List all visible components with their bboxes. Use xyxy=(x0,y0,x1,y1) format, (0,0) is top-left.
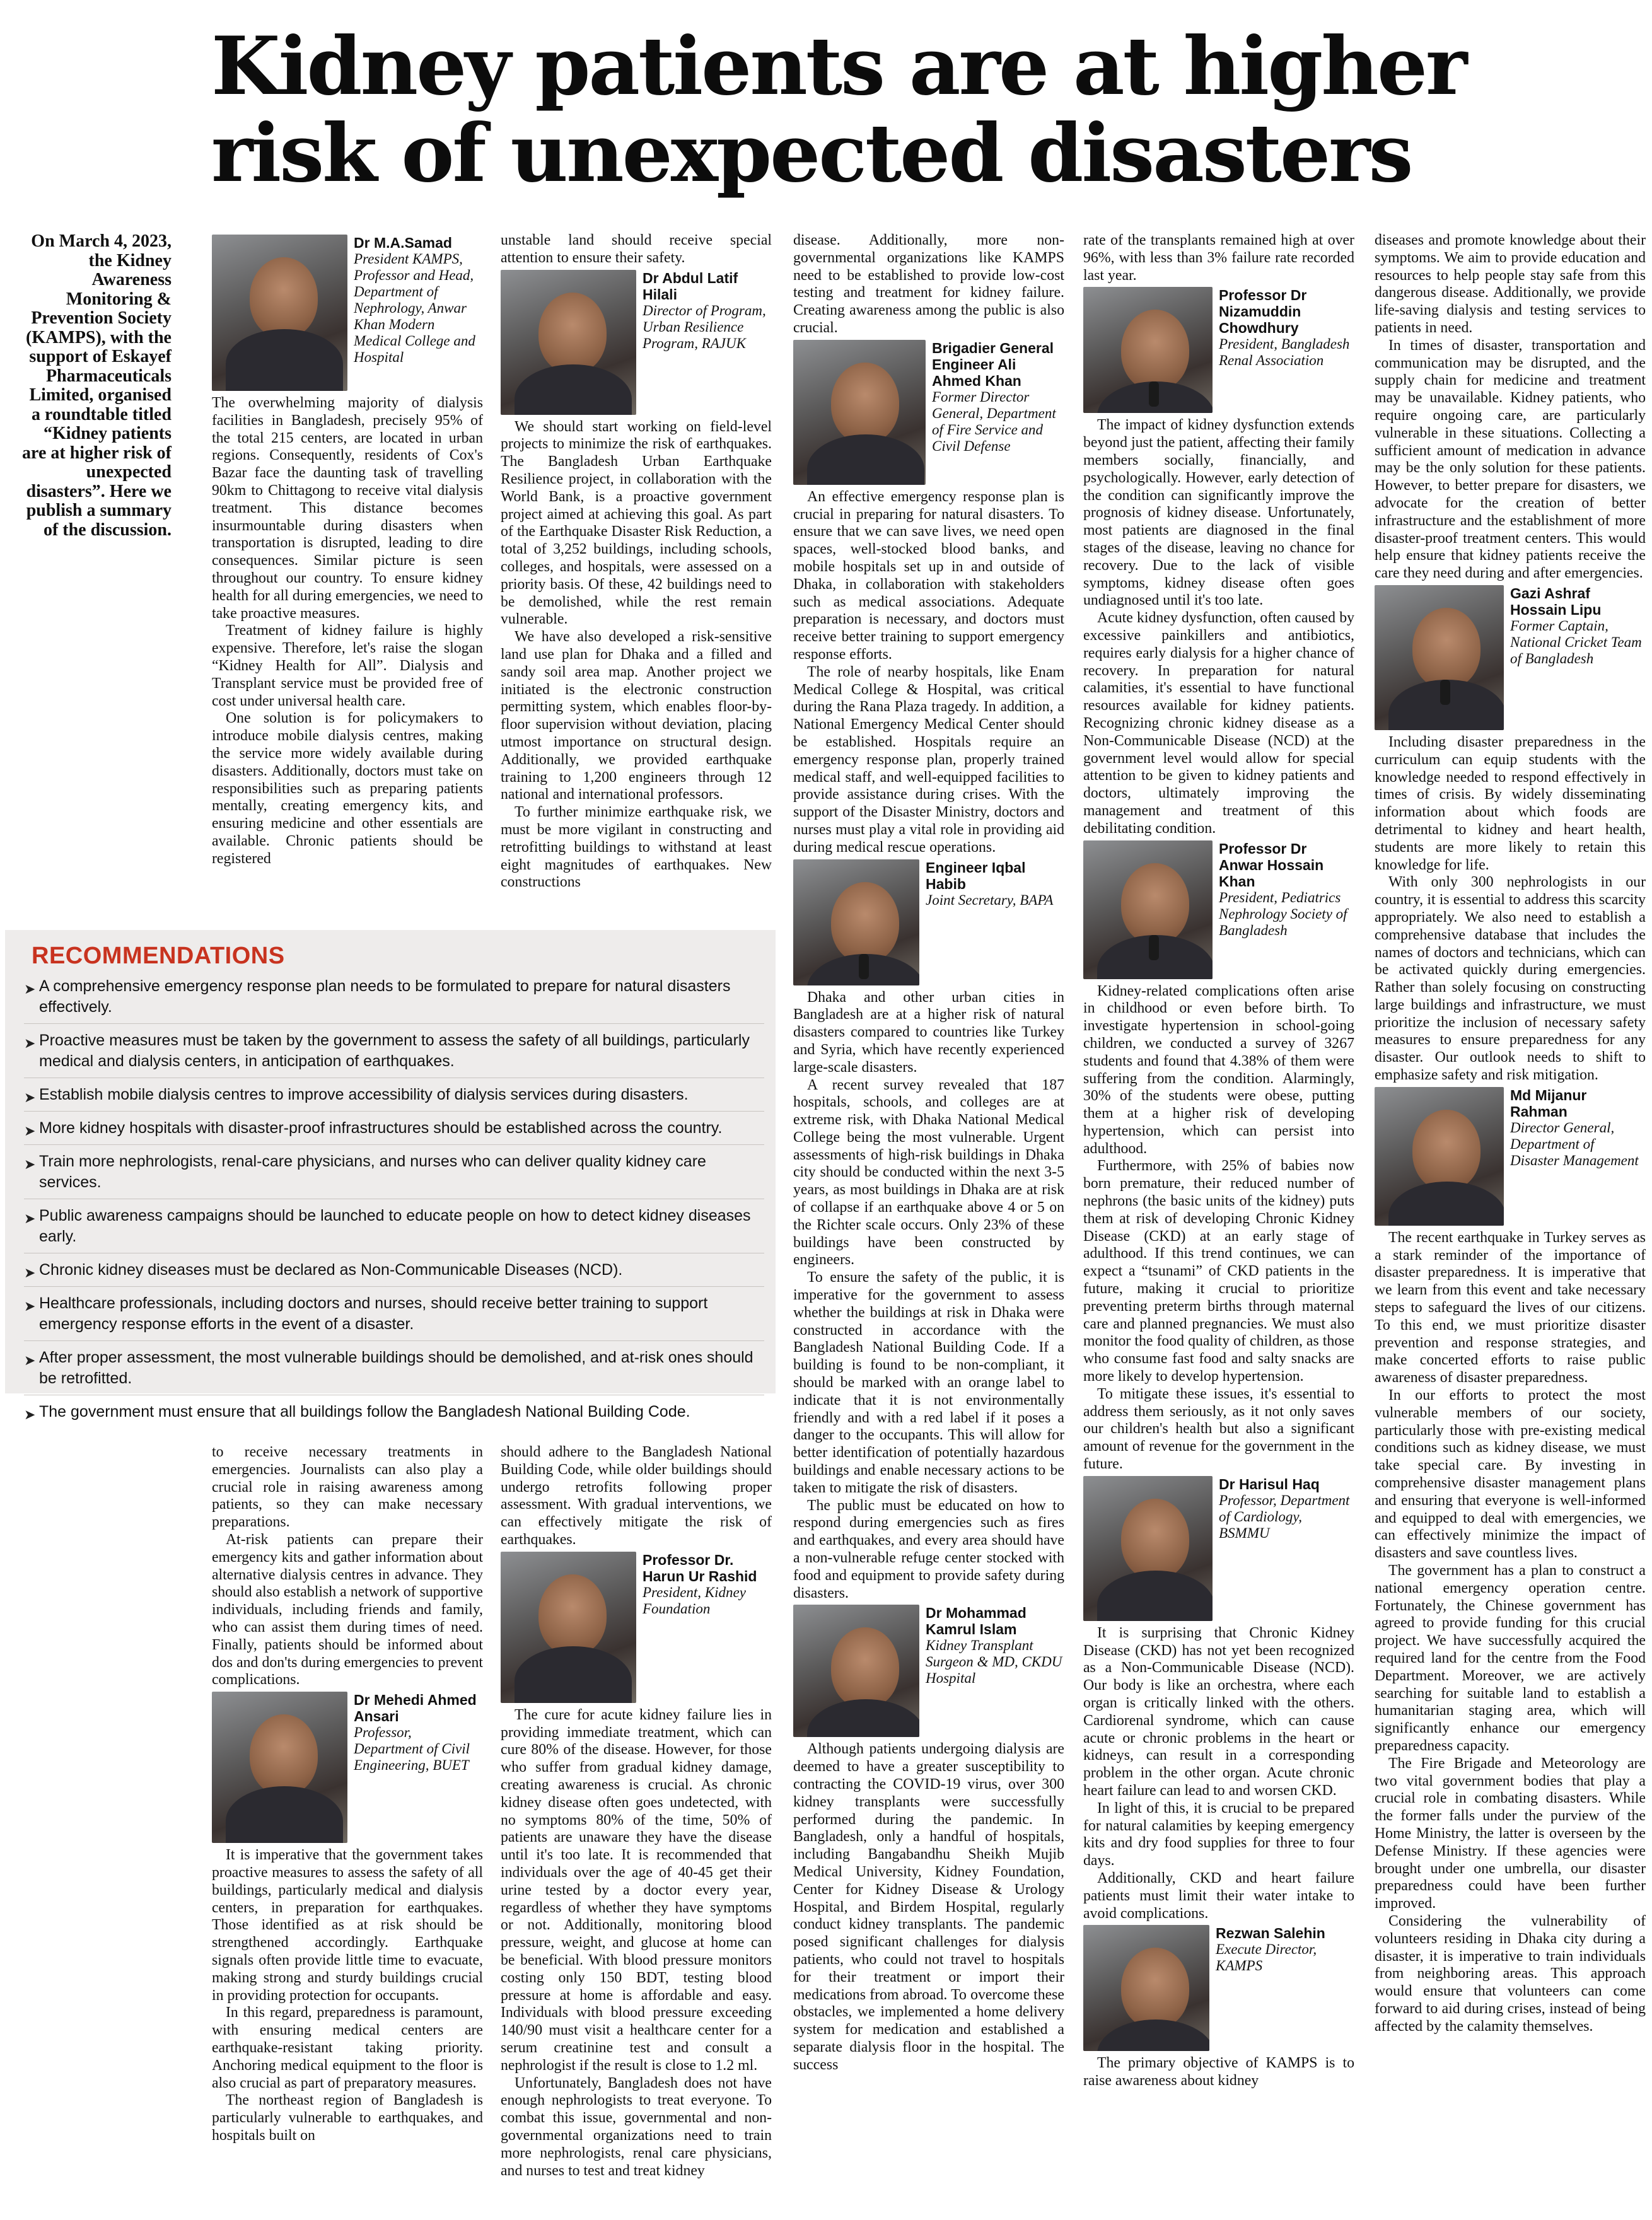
recommendation-item: ➤ More kidney hospitals with disaster-proof infrastructures should be established across the country. xyxy=(24,1117,764,1145)
speaker-name: Professor Dr Anwar Hossain Khan xyxy=(1219,840,1324,890)
recommendation-item: ➤ Establish mobile dialysis centres to improve accessibility of dialysis services during disasters. xyxy=(24,1083,764,1112)
arrow-icon: ➤ xyxy=(24,1156,36,1172)
paragraph: Although patients undergoing dialysis are deemed to have a greater susceptibility to contracting the COVID-19 virus, over 300 kidney transplants were successfully performed during the pandemic. In Bangladesh, only a handful of hospitals, including Bangabandhu Sheikh Mujib Medical University, Kidney Foundation, Center for Kidney Disease & Urology Hospital, and Birdem Hospital, regularly conduct kidney transplants. The pandemic posed significant challenges for dialysis patients, who could not travel to hospitals for their treatment or import their medications from abroad. To overcome these obstacles, we implemented a home delivery system for medication and established a separate dialysis floor in the hospital. The success xyxy=(793,1741,1064,2073)
speaker-chowdhury xyxy=(1083,287,1354,413)
speaker-habib xyxy=(793,859,1064,985)
paragraph: to receive necessary treatments in emergencies. Journalists can also play a crucial role in raising awareness among patients, so they can make necessary preparations. xyxy=(212,1444,483,1531)
arrow-icon: ➤ xyxy=(24,1265,36,1281)
paragraph: We have also developed a risk-sensitive land use plan for Dhaka and a filled and sandy soil area map. Another project we initiated is the electronic construction permitting system, which enables floor-by-floor supervision without deviation, placing utmost importance on structural design. Additionally, we provided earthquake training to 1,200 engineers through 12 national and international professors. xyxy=(501,629,772,803)
column-1-top xyxy=(212,232,483,868)
paragraph: unstable land should receive special attention to ensure their safety. xyxy=(501,232,772,266)
paragraph: One solution is for policymakers to introduce mobile dialysis centres, making the service more widely available during disasters. Additionally, doctors must take on responsibilities such as preparing patients mentally, creating emergency kits, and ensuring medicine and other essentials are available. Chronic patients should be registered xyxy=(212,710,483,867)
paragraph: Unfortunately, Bangladesh does not have enough nephrologists to treat everyone. To combat this issue, governmental and non-governmental organizations need to train more nephrologists, renal care physicians, and nurses to test and treat kidney xyxy=(501,2074,772,2179)
speaker-salehin xyxy=(1083,1925,1354,2051)
paragraph: Dhaka and other urban cities in Bangladesh are at a higher risk of natural disasters compared to countries like Turkey and Syria, which have recently experienced large-scale disasters. xyxy=(793,989,1064,1076)
speaker-title: Execute Director, KAMPS xyxy=(1216,1941,1317,1974)
speaker-name: Dr Abdul Latif Hilali xyxy=(643,269,738,303)
recommendations-box xyxy=(5,930,776,1422)
speaker-photo xyxy=(793,859,919,985)
speaker-photo xyxy=(793,340,926,485)
arrow-icon: ➤ xyxy=(24,981,36,997)
recommendation-item: ➤ Train more nephrologists, renal-care physicians, and nurses who can deliver quality kidney care services. xyxy=(24,1150,764,1199)
speaker-samad xyxy=(212,235,483,391)
recommendation-item: ➤ A comprehensive emergency response plan needs to be formulated to prepare for natural disasters effectively. xyxy=(24,975,764,1024)
paragraph: In this regard, preparedness is paramount, with ensuring medical centers are earthquake-resistant taking priority. Anchoring medical equipment to the floor is also crucial as part of preparatory measures. xyxy=(212,2004,483,2091)
arrow-icon: ➤ xyxy=(24,1407,36,1422)
speaker-title: Joint Secretary, BAPA xyxy=(926,892,1054,908)
intro-summary: On March 4, 2023, the Kidney Awareness Monitoring & Prevention Society (KAMPS), with the support of Eskayef Pharmaceuticals Limited, organised a roundtable titled “Kidney patients are at higher risk of unexpected disasters”. Here we publish a summary of the discussion. xyxy=(22,231,172,540)
recommendation-item: ➤ After proper assessment, the most vulnerable buildings should be demolished, and at-risk ones should be retrofitted. xyxy=(24,1346,764,1395)
speaker-rahman xyxy=(1375,1087,1646,1226)
speaker-name: Md Mijanur Rahman xyxy=(1510,1086,1587,1120)
arrow-icon: ➤ xyxy=(24,1035,36,1051)
column-3 xyxy=(793,232,1064,2074)
paragraph: The Fire Brigade and Meteorology are two vital government bodies that play a crucial role in combating disasters. While the former falls under the purview of the Home Ministry, the latter is overseen by the Defense Ministry. If these agencies were brought under one umbrella, our disaster preparedness could have been further improved. xyxy=(1375,1755,1646,1912)
recommendation-item: ➤ Chronic kidney diseases must be declared as Non-Communicable Diseases (NCD). xyxy=(24,1258,764,1287)
speaker-title: Director General, Department of Disaster Management xyxy=(1510,1119,1639,1168)
recommendations-list xyxy=(24,975,764,1428)
speaker-title: President, Bangladesh Renal Association xyxy=(1219,336,1350,369)
arrow-icon: ➤ xyxy=(24,1298,36,1314)
arrow-icon: ➤ xyxy=(24,1352,36,1368)
speaker-photo xyxy=(1375,585,1504,730)
speaker-photo xyxy=(1083,1925,1209,2051)
column-2-top xyxy=(501,232,772,892)
paragraph: The role of nearby hospitals, like Enam Medical College & Hospital, was critical during the Rana Plaza tragedy. In addition, a National Emergency Medical Center should be established. Hospitals require an emergency response plan, properly trained medical staff, and well-equipped facilities to provide assistance during crises. With the support of the Disaster Ministry, doctors and nurses must play a vital role in providing aid during medical rescue operations. xyxy=(793,663,1064,856)
arrow-icon: ➤ xyxy=(24,1123,36,1139)
paragraph: To ensure the safety of the public, it is imperative for the government to assess whether the buildings at risk in Dhaka were constructed in accordance with the Bangladesh National Building Code. If a building is found to be non-compliant, it should be marked with an orange label to indicate that it is not environmentally friendly and with a red label if it poses a danger to the occupants. This will allow for better identification of potentially hazardous buildings and enable necessary actions to be taken to mitigate the risk of disasters. xyxy=(793,1269,1064,1496)
paragraph: At-risk patients can prepare their emergency kits and gather information about alternative dialysis centres in advance. They should also establish a network of supportive individuals, including friends and family, who can assist them during times of need. Finally, patients should be informed about dos and don'ts during emergencies to prevent complications. xyxy=(212,1531,483,1688)
paragraph: An effective emergency response plan is crucial in preparing for natural disasters. To ensure that we can save lives, we need open spaces, well-stocked blood banks, and mobile hospitals set up in and outside of Dhaka, in collaboration with stakeholders such as medical associations. Adequate preparation is necessary, and doctors must receive better training to support emergency response efforts. xyxy=(793,488,1064,663)
column-4 xyxy=(1083,232,1354,2090)
speaker-name: Dr Mohammad Kamrul Islam xyxy=(926,1605,1027,1638)
recommendation-item: ➤ Proactive measures must be taken by the government to assess the safety of all buildings, particularly medical and dialysis centers, in anticipation of earthquakes. xyxy=(24,1029,764,1078)
speaker-title: President, Pediatrics Nephrology Society of Bangladesh xyxy=(1219,889,1347,938)
paragraph: diseases and promote knowledge about their symptoms. We aim to provide education and resources to help people stay safe from this dangerous disease. Additionally, we provide life-saving dialysis and testing services to patients in need. xyxy=(1375,232,1646,336)
paragraph: Additionally, CKD and heart failure patients must limit their water intake to avoid complications. xyxy=(1083,1869,1354,1922)
paragraph: The cure for acute kidney failure lies in providing immediate treatment, which can cure 80% of the disease. However, for those who suffer from gradual kidney damage, creating awareness is crucial. As chronic kidney disease often goes undetected, with no symptoms 80% of the time, 50% of patients are unaware they have the disease until it's too late. It is recommended that individuals over the age of 40-45 get their urine tested by a doctor every year, regardless of whether they have symptoms or not. Additionally, monitoring blood pressure, weight, and glucose at home can be beneficial. With blood pressure monitors costing only 150 BDT, testing blood pressure at home is affordable and easy. Individuals with blood pressure exceeding 140/90 must visit a healthcare center for a serum creatinine test and consult a nephrologist if the result is close to 1.2 ml. xyxy=(501,1706,772,2074)
column-1-bottom xyxy=(212,1444,483,2145)
speaker-title: President, Kidney Foundation xyxy=(643,1584,746,1617)
paragraph: Acute kidney dysfunction, often caused by excessive painkillers and antibiotics, requires early dialysis for a higher chance of recovery. In preparation for natural calamities, it's essential to have functional resources available for kidney patients. Recognizing chronic kidney disease as a Non-Communicable Disease (NCD) at the government level would allow for special attention to be given to kidney patients and doctors, ultimately improving the management and treatment of this debilitating condition. xyxy=(1083,610,1354,837)
recommendation-item: ➤ The government must ensure that all buildings follow the Bangladesh National Building Code. xyxy=(24,1400,764,1428)
paragraph: should adhere to the Bangladesh National Building Code, while older buildings should undergo retrofits following proper assessment. With gradual interventions, we can effectively mitigate the risk of earthquakes. xyxy=(501,1444,772,1548)
speaker-photo xyxy=(212,1692,347,1843)
arrow-icon: ➤ xyxy=(24,1211,36,1226)
speaker-name: Professor Dr. Harun Ur Rashid xyxy=(643,1551,757,1584)
speaker-ali-ahmed-khan xyxy=(793,340,1064,485)
speaker-name: Dr Harisul Haq xyxy=(1219,1475,1320,1492)
arrow-icon: ➤ xyxy=(24,1090,36,1105)
speaker-lipu xyxy=(1375,585,1646,730)
speaker-title: Kidney Transplant Surgeon & MD, CKDU Hospital xyxy=(926,1637,1062,1687)
speaker-photo xyxy=(1083,840,1213,979)
recommendation-item: ➤ Public awareness campaigns should be launched to educate people on how to detect kidney diseases early. xyxy=(24,1204,764,1253)
speaker-photo xyxy=(501,270,636,415)
speaker-name: Dr M.A.Samad xyxy=(354,235,452,251)
paragraph: The recent earthquake in Turkey serves as a stark reminder of the importance of disaster preparedness. It is imperative that we learn from this event and take necessary steps to safeguard the lives of our citizens. To this end, we must prioritize disaster prevention and response strategies, and make concerted efforts to raise public awareness of disaster preparedness. xyxy=(1375,1229,1646,1386)
paragraph: The public must be educated on how to respond during emergencies such as fires and earthquakes, and every area should have a non-vulnerable refuge center stocked with food and equipment to provide safety during disasters. xyxy=(793,1497,1064,1601)
speaker-name: Brigadier General Engineer Ali Ahmed Khan xyxy=(932,339,1054,389)
paragraph: We should start working on field-level projects to minimize the risk of earthquakes. The Bangladesh Urban Earthquake Resilience project, in collaboration with the World Bank, is a proactive government project aimed at achieving this goal. As part of the Earthquake Disaster Risk Reduction, a total of 3,252 buildings, including schools, colleges, and hospitals, were assessed on a priority basis. Of these, 42 buildings need to be demolished, while the rest remain vulnerable. xyxy=(501,418,772,628)
speaker-title: President KAMPS, Professor and Head, Department of Nephrology, Anwar Khan Modern Medical College and Hospital xyxy=(354,251,475,365)
speaker-title: Former Director General, Department of Fire Service and Civil Defense xyxy=(932,388,1056,454)
speaker-ansari xyxy=(212,1692,483,1843)
paragraph: The impact of kidney dysfunction extends beyond just the patient, affecting their family members socially, financially, and psychologically. However, early detection of the condition can significantly improve the prognosis of kidney disease. Unfortunately, most patients are diagnosed in the final stages of the disease, leaving no chance for recovery. Due to the lack of visible symptoms, kidney disease often goes undiagnosed until it's too late. xyxy=(1083,417,1354,609)
speaker-name: Gazi Ashraf Hossain Lipu xyxy=(1510,584,1602,618)
speaker-title: Director of Program, Urban Resilience Program, RAJUK xyxy=(643,302,766,351)
paragraph: In light of this, it is crucial to be prepared for natural calamities by keeping emergency kits and dry food supplies for three to four days. xyxy=(1083,1799,1354,1869)
speaker-title: Former Captain, National Cricket Team of Bangladesh xyxy=(1510,617,1642,666)
speaker-name: Professor Dr Nizamuddin Chowdhury xyxy=(1219,287,1307,337)
speaker-photo xyxy=(1083,287,1213,413)
paragraph: Kidney-related complications often arise in childhood or even before birth. To investigate hypertension in school-going children, we conducted a survey of 3267 students and found that 4.38% of them were suffering from the condition. Alarmingly, 30% of the students were obese, putting them at a higher risk of developing hypertension, which can persist into adulthood. xyxy=(1083,982,1354,1157)
speaker-name: Rezwan Salehin xyxy=(1216,1925,1325,1942)
paragraph: rate of the transplants remained high at over 96%, with less than 3% failure rate recorded last year. xyxy=(1083,232,1354,284)
paragraph: To mitigate these issues, it's essential to address them seriously, as it not only saves our children's health but also a significant amount of revenue for the government in the future. xyxy=(1083,1385,1354,1473)
paragraph: To further minimize earthquake risk, we must be more vigilant in constructing and retrofitting buildings to withstand at least eight magnitudes of earthquakes. New constructions xyxy=(501,804,772,891)
paragraph: It is imperative that the government takes proactive measures to assess the safety of all buildings, particularly medical and dialysis centers, in preparation for earthquakes. Those identified as at risk should be strengthened accordingly. Earthquake signals often provide little time to evacuate, making strong and sturdy buildings crucial in providing protection for occupants. xyxy=(212,1847,483,2004)
recommendations-title: RECOMMENDATIONS xyxy=(32,943,285,969)
paragraph: Furthermore, with 25% of babies now born premature, their reduced number of nephrons (the basic units of the kidney) puts them at risk of developing Chronic Kidney Disease (CKD) at an early stage of adulthood. If this trend continues, we can expect a “tsunami” of CKD patients in the future, making it crucial to prioritize preventing preterm births through maternal care and planned pregnancies. We must also monitor the food quality of children, as those who consume fast food and salty snacks are more likely to develop hypertension. xyxy=(1083,1158,1354,1385)
paragraph: With only 300 nephrologists in our country, it is essential to address this scarcity appropriately. We also need to establish a comprehensive database that includes the names of doctors and technicians, which can be activated quickly during emergencies. Rather than solely focusing on constructing large buildings and infrastructure, we must prioritize the inclusion of necessary safety measures to ensure preparedness for any disaster. Our outlook needs to shift to emphasize safety and risk mitigation. xyxy=(1375,874,1646,1084)
paragraph: Treatment of kidney failure is highly expensive. Therefore, let's raise the slogan “Kidney Health for All”. Dialysis and Transplant service must be provided free of cost under universal health care. xyxy=(212,622,483,709)
paragraph: It is surprising that Chronic Kidney Disease (CKD) has not yet been recognized as a Non-Communicable Disease (NCD). Our body is like an orchestra, where each organ is critically linked with the others. Cardiorenal syndrome, which can cause acute or chronic problems in the heart or kidneys, can result in a corresponding problem in the other organ. Acute chronic heart failure can lead to and worsen CKD. xyxy=(1083,1624,1354,1799)
speaker-photo xyxy=(1375,1087,1504,1226)
speaker-haq xyxy=(1083,1476,1354,1621)
speaker-name: Dr Mehedi Ahmed Ansari xyxy=(354,1692,477,1725)
speaker-photo xyxy=(501,1552,636,1703)
speaker-title: Professor, Department of Civil Engineering, BUET xyxy=(354,1724,470,1774)
speaker-islam xyxy=(793,1605,1064,1737)
paragraph: In our efforts to protect the most vulnerable members of our society, particularly those with pre-existing medical conditions such as kidney disease, we must take special care. By investing in comprehensive disaster management plans and ensuring that everyone is well-informed and equipped to deal with emergencies, we can effectively minimize the impact of disasters and save countless lives. xyxy=(1375,1387,1646,1562)
headline: Kidney patients are at higher risk of unexpected disasters xyxy=(211,20,1466,200)
paragraph: disease. Additionally, more non-governmental organizations like KAMPS need to be established to provide low-cost testing and treatment for kidney failure. Creating awareness among the public is also crucial. xyxy=(793,232,1064,336)
speaker-anwar xyxy=(1083,840,1354,979)
paragraph: The overwhelming majority of dialysis facilities in Bangladesh, precisely 95% of the total 215 centers, are located in urban regions. Consequently, residents of Cox's Bazar face the daunting task of travelling 90km to Chittagong to receive vital dialysis treatment. This distance becomes insurmountable during disasters when transportation is disrupted, leading to dire consequences. Similar picture is seen throughout our country. To ensure kidney health for all during emergencies, we need to take proactive measures. xyxy=(212,395,483,622)
speaker-name: Engineer Iqbal Habib xyxy=(926,859,1026,892)
speaker-photo xyxy=(212,235,347,391)
paragraph: The government has a plan to construct a national emergency operation centre. Fortunately, the Chinese government has agreed to provide funding for this crucial project. We have successfully acquired the required land for the centre from the Food Department. Moreover, we are actively searching for suitable land to establish a humanitarian staging area, which will significantly enhance our emergency preparedness capacity. xyxy=(1375,1562,1646,1754)
paragraph: Including disaster preparedness in the curriculum can equip students with the knowledge needed to respond effectively in times of crisis. By widely disseminating information about which foods are detrimental to kidney and heart health, students are more likely to retain this knowledge for life. xyxy=(1375,733,1646,873)
speaker-photo xyxy=(1083,1476,1213,1621)
speaker-title: Professor, Department of Cardiology, BSMMU xyxy=(1219,1492,1350,1541)
recommendation-item: ➤ Healthcare professionals, including doctors and nurses, should receive better training to support emergency response efforts in the event of a disaster. xyxy=(24,1292,764,1341)
paragraph: In times of disaster, transportation and communication may be disrupted, and the supply chain for medicine and treatment may be unavailable. Kidney patients, who require ongoing care, are particularly vulnerable in these situations. Collecting a sufficient amount of medication in advance may be the only solution for these patients. However, to better prepare for disasters, we advocate for the creation of better infrastructure and the establishment of more disaster-proof treatment centers. This would help ensure that kidney patients receive the care they need during and after emergencies. xyxy=(1375,337,1646,582)
paragraph: The northeast region of Bangladesh is particularly vulnerable to earthquakes, and hospitals built on xyxy=(212,2092,483,2144)
column-5 xyxy=(1375,232,1646,2036)
paragraph: A recent survey revealed that 187 hospitals, schools, and colleges are at extreme risk, with Dhaka National Medical College being the most vulnerable. Urgent assessments of high-risk buildings in Dhaka city should be conducted within the next 3-5 years, as most buildings in Dhaka are at risk of collapse if an earthquake above 4 or 5 on the Richter scale occurs. Only 23% of these buildings have been constructed by engineers. xyxy=(793,1076,1064,1269)
speaker-photo xyxy=(793,1605,919,1737)
column-2-bottom xyxy=(501,1444,772,2180)
paragraph: The primary objective of KAMPS is to raise awareness about kidney xyxy=(1083,2055,1354,2089)
paragraph: Considering the vulnerability of volunteers residing in Dhaka city during a disaster, it is imperative to train individuals from neighboring areas. This approach would ensure that volunteers can come forward to aid during crises, instead of being affected by the calamity themselves. xyxy=(1375,1912,1646,2035)
speaker-hilali xyxy=(501,270,772,415)
speaker-rashid xyxy=(501,1552,772,1703)
